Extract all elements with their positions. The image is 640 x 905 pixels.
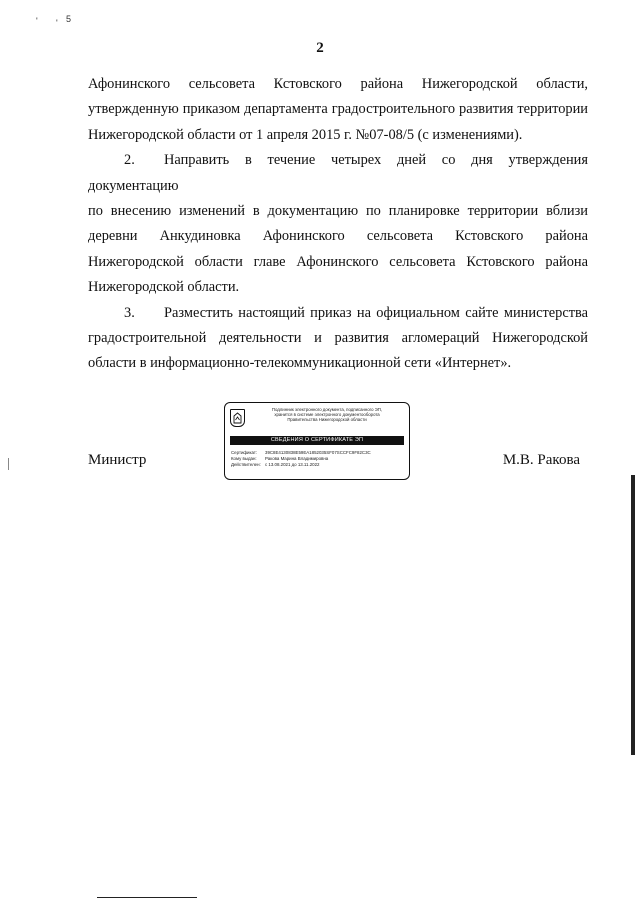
page-number: 2 [316, 40, 324, 56]
text-line: утвержденную приказом департамента градостроительного развития территории [88, 101, 588, 118]
item-number: 3. [124, 304, 135, 321]
scan-mark: 5 [66, 14, 72, 24]
scan-edge-line [631, 475, 635, 755]
paragraph-continuation [88, 72, 588, 148]
coat-of-arms-icon [230, 409, 245, 427]
certificate-value: 39C8E4130838E59EA1852035SF07SCCFC9F82C3C [265, 450, 371, 455]
paragraph-item-3 [88, 301, 588, 377]
stamp-header-line: хранится в системе электронного документооборота [274, 412, 380, 418]
text-line [88, 301, 588, 326]
text-fragment: Направить в течение четырех дней со дня утверждения документацию [88, 152, 588, 194]
paragraph-item-2 [88, 148, 588, 300]
item-number: 2. [124, 152, 135, 169]
stamp-banner: СВЕДЕНИЯ О СЕРТИФИКАТЕ ЭП [230, 436, 404, 445]
validity-row [231, 462, 407, 468]
footer-rule [97, 897, 197, 898]
text-line: области в информационно-телекоммуникационной сети «Интернет». [88, 355, 512, 372]
scan-mark: ' [56, 18, 58, 28]
text-line: деревни Анкудиновка Афонинского сельсовета Кстовского района [88, 228, 588, 245]
stamp-details [231, 450, 407, 469]
scan-mark: ' [36, 16, 38, 26]
document-body [88, 72, 588, 377]
text-line: Нижегородской области от 1 апреля 2015 г. №07-08/5 (с изменениями). [88, 126, 523, 143]
validity-value: с 13.08.2021 до 13.11.2022 [265, 462, 320, 468]
issued-to-value: Ракова Марина Владимировна [265, 456, 329, 462]
text-line [88, 148, 588, 199]
stamp-header [247, 407, 407, 423]
validity-label: Действителен: [231, 462, 261, 468]
certificate-label: Сертификат: [231, 450, 258, 455]
text-line: градостроительной деятельности и развития агломераций Нижегородской [88, 330, 588, 347]
signer-title: Министр [88, 452, 147, 468]
stamp-header-line: Подлинник электронного документа, подписанного ЭП, [271, 407, 383, 412]
text-line: Нижегородской области. [88, 279, 240, 296]
text-line: по внесению изменений в документацию по планировке территории вблизи [88, 203, 588, 220]
stamp-header-line: Правительства Нижегородской области [287, 417, 367, 423]
text-line: Афонинского сельсовета Кстовского района Нижегородской области, [88, 76, 588, 92]
electronic-signature-stamp [224, 402, 410, 480]
issued-to-label: Кому выдан: [231, 456, 257, 462]
text-line: Нижегородской области главе Афонинского сельсовета Кстовского района [88, 253, 588, 270]
signer-name: М.В. Ракова [502, 452, 580, 468]
margin-tick [8, 458, 9, 470]
text-fragment: Разместить настоящий приказ на официальном сайте министерства [164, 304, 588, 321]
